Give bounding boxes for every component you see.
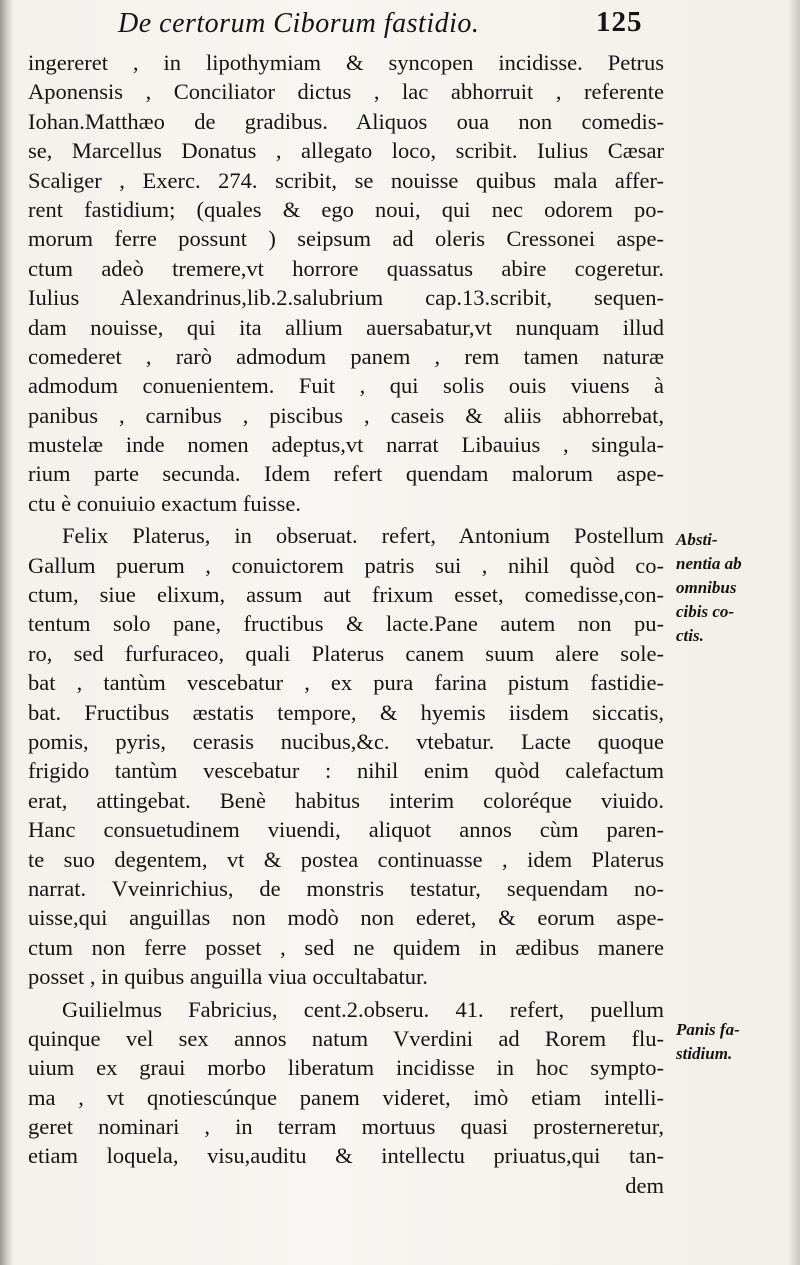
text-line: morum ferre possunt ) seipsum ad oleris Cressonei aspe-: [28, 226, 664, 252]
text-line: erat, attingebat. Benè habitus interim coloréque viuido.: [28, 787, 664, 813]
text-line: dam nouisse, qui ita allium auersabatur,vt nunquam illud: [28, 314, 664, 340]
text-line: bat , tantùm vescebatur , ex pura farina pistum fastidie-: [28, 670, 664, 696]
text-line: Iohan.Matthæo de gradibus. Aliquos oua non comedis-: [28, 108, 664, 134]
text-line: se, Marcellus Donatus , allegato loco, scribit. Iulius Cæsar: [28, 138, 664, 164]
text-line: narrat. Vveinrichius, de monstris testatur, sequendam no-: [28, 875, 664, 901]
text-line: ro, sed furfuraceo, quali Platerus canem suum alere sole-: [28, 640, 664, 666]
text-line: Iulius Alexandrinus,lib.2.salubrium cap.13.scribit, sequen-: [28, 285, 664, 311]
text-line: Scaliger , Exerc. 274. scribit, se nouisse quibus mala affer-: [28, 167, 664, 193]
text-line: ingereret , in lipothymiam & syncopen incidisse. Petrus: [28, 50, 664, 75]
marginal-note-line: omnibus: [676, 578, 737, 597]
text-line: ctu è conuiuio exactum fuisse.: [28, 490, 302, 516]
text-line: geret nominari , in terram mortuus quasi prosterneretur,: [28, 1114, 664, 1140]
page-number: 125: [596, 6, 643, 38]
text-line: ma , vt qnotiescúnque panem videret, imò etiam intelli-: [28, 1084, 664, 1110]
text-line: etiam loquela, visu,auditu & intellectu priuatus,qui tan-: [28, 1143, 664, 1169]
text-line: Hanc consuetudinem viuendi, aliquot annos cùm paren-: [28, 817, 664, 843]
text-line: rium parte secunda. Idem refert quendam malorum aspe-: [28, 461, 664, 487]
text-line: Felix Platerus, in obseruat. refert, Antonium Postellum: [62, 523, 664, 549]
text-line: mustelæ inde nomen adeptus,vt narrat Libauius , singula-: [28, 432, 664, 458]
text-line: quinque vel sex annos natum Vverdini ad Rorem flu-: [28, 1025, 664, 1051]
marginal-note-line: cibis co-: [676, 602, 735, 621]
page-gutter-shadow: [0, 0, 14, 1265]
text-line: Aponensis , Conciliator dictus , lac abhorruit , referente: [28, 79, 664, 105]
text-line: bat. Fructibus æstatis tempore, & hyemis iisdem siccatis,: [28, 699, 664, 725]
text-line: comederet , rarò admodum panem , rem tamen naturæ: [28, 343, 664, 369]
text-line: frigido tantùm vescebatur : nihil enim quòd calefactum: [28, 758, 664, 784]
text-line: panibus , carnibus , piscibus , caseis & aliis abhorrebat,: [28, 402, 664, 428]
marginal-note-abstinentia: [676, 528, 742, 648]
text-line: pomis, pyris, cerasis nucibus,&c. vtebatur. Lacte quoque: [28, 728, 664, 754]
marginal-note-panis: [676, 1018, 740, 1066]
text-line: Guilielmus Fabricius, cent.2.obseru. 41. refert, puellum: [62, 996, 664, 1022]
marginal-note-line: nentia ab: [676, 554, 742, 573]
text-line: tentum solo pane, fructibus & lacte.Pane autem non pu-: [28, 611, 664, 637]
text-line: posset , in quibus anguilla viua occultabatur.: [28, 964, 428, 990]
text-line: rent fastidium; (quales & ego noui, qui nec odorem po-: [28, 196, 664, 222]
marginal-note-line: ctis.: [676, 626, 704, 645]
text-line: ctum adeò tremere,vt horrore quassatus abire cogeretur.: [28, 255, 664, 281]
text-line: admodum conuenientem. Fuit , qui solis ouis viuens à: [28, 373, 664, 399]
running-head: De certorum Ciborum fastidio.: [118, 8, 480, 39]
marginal-note-line: Panis fa-: [676, 1020, 740, 1039]
catchword: dem: [625, 1172, 664, 1198]
text-line: te suo degentem, vt & postea continuasse , idem Platerus: [28, 846, 664, 872]
text-line: Gallum puerum , conuictorem patris sui , nihil quòd co-: [28, 552, 664, 578]
text-line: ctum, siue elixum, assum aut frixum esset, comedisse,con-: [28, 582, 664, 608]
marginal-note-line: Absti-: [676, 530, 718, 549]
text-line: uisse,qui anguillas non modò non ederet, & eorum aspe-: [28, 905, 664, 931]
text-line: uium ex graui morbo liberatum incidisse in hoc sympto-: [28, 1055, 664, 1081]
page-edge-shadow: [788, 0, 800, 1265]
text-line: ctum non ferre posset , sed ne quidem in ædibus manere: [28, 934, 664, 960]
main-text: [28, 48, 664, 1200]
marginal-note-line: stidium.: [676, 1044, 733, 1063]
